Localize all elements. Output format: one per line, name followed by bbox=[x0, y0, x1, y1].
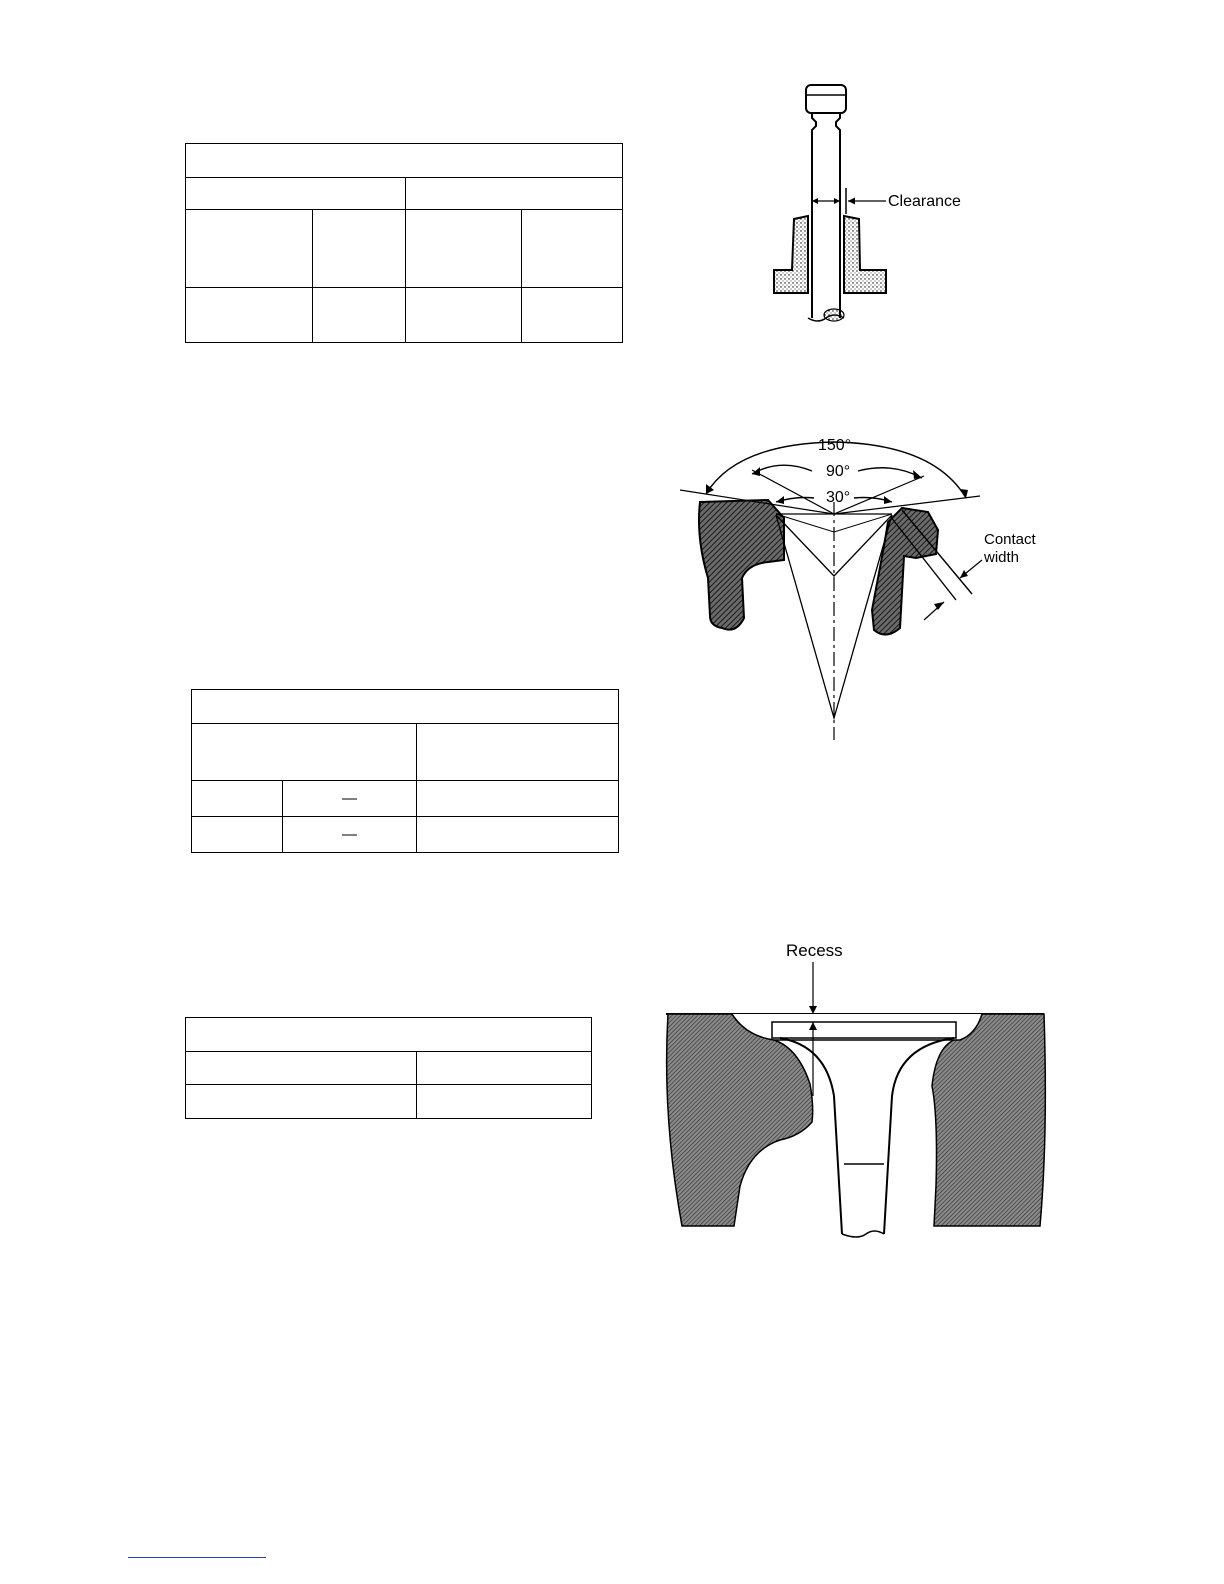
valve-guide bbox=[774, 216, 886, 293]
table2-header bbox=[417, 724, 619, 781]
valve-clearance-figure bbox=[760, 78, 980, 328]
table1-cell bbox=[186, 288, 313, 343]
valve-seat-angle-figure bbox=[676, 428, 1056, 744]
valve-recess-figure bbox=[662, 936, 1048, 1246]
table2-cell bbox=[417, 781, 619, 817]
table1-sub-header bbox=[522, 210, 623, 288]
table1-sub-header bbox=[313, 210, 406, 288]
table-row bbox=[192, 817, 619, 853]
table1-title bbox=[186, 144, 623, 178]
table2-dash-cell: — bbox=[283, 781, 417, 817]
table3-cell bbox=[186, 1085, 417, 1119]
table1-sub-header bbox=[186, 210, 313, 288]
table3-title bbox=[186, 1018, 592, 1052]
table2-cell bbox=[192, 781, 283, 817]
clearance-dimension bbox=[812, 188, 886, 214]
table2-cell bbox=[417, 817, 619, 853]
table-row bbox=[186, 288, 623, 343]
table1-cell bbox=[313, 288, 406, 343]
spec-table-3 bbox=[185, 1017, 592, 1119]
angle-90-label: 90° bbox=[826, 463, 851, 480]
spec-table-2 bbox=[191, 689, 619, 853]
table1-sub-header bbox=[406, 210, 522, 288]
table1-group-header bbox=[406, 178, 623, 210]
valve-stem bbox=[806, 85, 846, 321]
footer-rule bbox=[128, 1557, 266, 1558]
table3-header bbox=[417, 1052, 592, 1085]
table-row bbox=[192, 781, 619, 817]
contact-width-label-line1: Contact bbox=[984, 531, 1036, 548]
angle-30-label: 30° bbox=[826, 489, 851, 506]
table1-group-header bbox=[186, 178, 406, 210]
table2-dash-cell: — bbox=[283, 817, 417, 853]
contact-width-label-line2: width bbox=[984, 549, 1020, 566]
table1-cell bbox=[406, 288, 522, 343]
spec-table-1 bbox=[185, 143, 623, 343]
table2-header bbox=[192, 724, 417, 781]
cylinder-head-section bbox=[699, 500, 938, 635]
table2-title bbox=[192, 690, 619, 724]
clearance-label: Clearance bbox=[888, 193, 961, 210]
recess-label: Recess bbox=[786, 941, 843, 960]
table2-cell bbox=[192, 817, 283, 853]
cylinder-head-section bbox=[667, 1014, 1046, 1226]
angle-150-label: 150° bbox=[818, 437, 852, 454]
table3-header bbox=[186, 1052, 417, 1085]
table-row bbox=[186, 1085, 592, 1119]
table1-cell bbox=[522, 288, 623, 343]
table3-cell bbox=[417, 1085, 592, 1119]
